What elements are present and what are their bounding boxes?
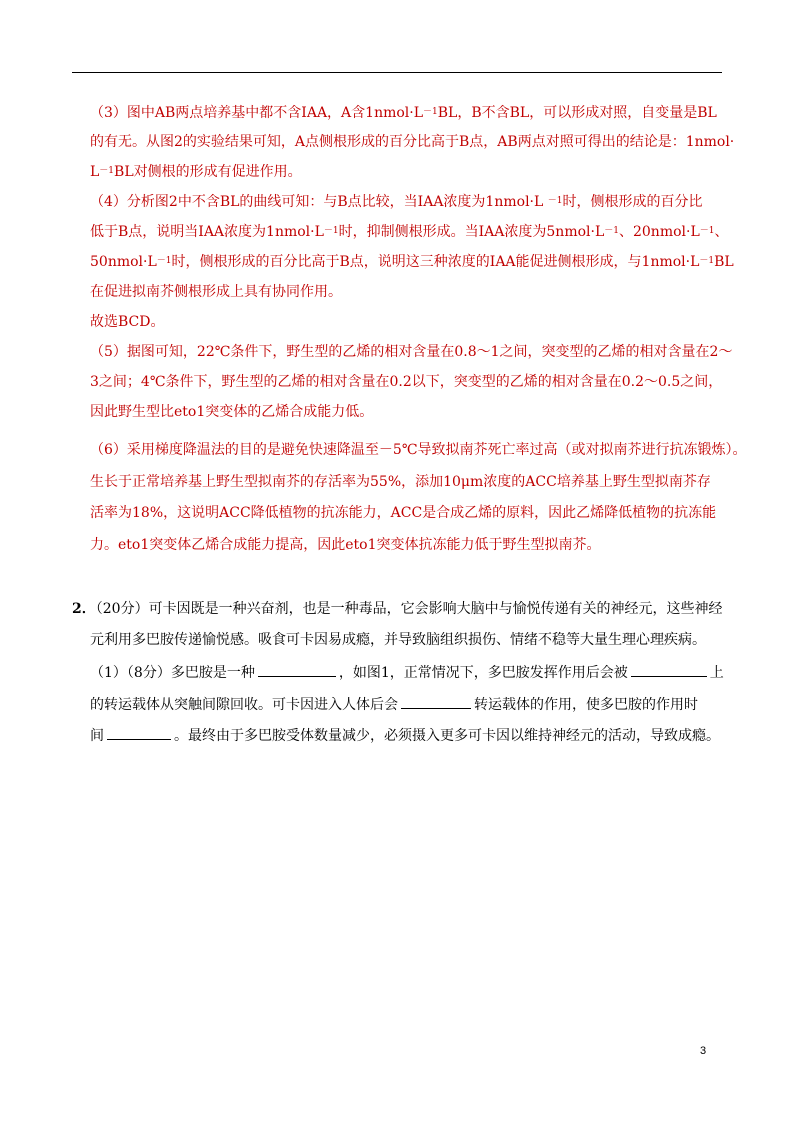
answer-3-line-3: $L^{-1}BL$对侧根的形成有促进作用。 bbox=[90, 164, 302, 180]
answer-4-line-2: 低于B点，说明当IAA浓度为$1nmol\cdot L^{-1}$时，抑制侧根形成。当IAA浓度为$5nmol\cdot L^{-1}$、$20nmol\cdot L^{-1}$、 bbox=[90, 224, 729, 240]
question-2-line-1: 2．（20分）可卡因既是一种兴奋剂，也是一种毒品，它会影响大脑中与愉悦传递有关的神经元，这些神经 bbox=[72, 601, 723, 617]
answer-blank-3[interactable] bbox=[401, 694, 471, 709]
question-2-sub-1-line-1: （1）（8分）多巴胺是一种 ，如图1，正常情况下，多巴胺发挥作用后会被 上 bbox=[90, 662, 722, 683]
answer-6-line-1: （6）采用梯度降温法的目的是避免快速降温至－5℃导致拟南芥死亡率过高（或对拟南芥进行抗冻锻炼）。 bbox=[90, 442, 747, 458]
question-2-line-2: 元利用多巴胺传递愉悦感。吸食可卡因易成瘾，并导致脑组织损伤、情绪不稳等大量生理心理疾病。 bbox=[90, 632, 706, 648]
answer-6-line-3: 活率为18%，这说明ACC降低植物的抗冻能力，ACC是合成乙烯的原料，因此乙烯降低植物的抗冻能 bbox=[90, 505, 717, 521]
question-2-sub-1-line-2: 的转运载体从突触间隙回收。可卡因进入人体后会 转运载体的作用，使多巴胺的作用时 bbox=[90, 694, 722, 715]
answer-5-line-1: （5）据图可知，22℃条件下，野生型的乙烯的相对含量在0.8～1之间，突变型的乙烯的相对含量在2～ bbox=[90, 344, 733, 360]
answer-4-line-1: （4）分析图2中不含BL的曲线可知：与B点比较，当IAA浓度为1nmol·L $^{-1}$时，侧根形成的百分比 bbox=[90, 194, 703, 210]
question-2-sub-1-line-3: 间 。最终由于多巴胺受体数量减少，必须摄入更多可卡因以维持神经元的活动，导致成瘾。 bbox=[90, 725, 722, 746]
answer-4-line-3: $50nmol\cdot L^{-1}$时，侧根形成的百分比高于B点，说明这三种浓度的IAA能促进侧根形成，与$1nmol\cdot L^{-1}BL$ bbox=[90, 254, 734, 270]
header-rule bbox=[72, 72, 722, 73]
answer-blank-4[interactable] bbox=[107, 725, 171, 740]
answer-5-line-3: 因此野生型比eto1突变体的乙烯合成能力低。 bbox=[90, 404, 374, 420]
answer-6-line-4: 力。eto1突变体乙烯合成能力提高，因此eto1突变体抗冻能力低于野生型拟南芥。 bbox=[90, 537, 601, 553]
page-number: 3 bbox=[700, 1045, 707, 1057]
answer-blank-1[interactable] bbox=[258, 662, 336, 677]
answer-choice: 故选BCD。 bbox=[90, 314, 165, 330]
question-number: 2． bbox=[72, 601, 96, 617]
answer-blank-2[interactable] bbox=[631, 662, 707, 677]
answer-5-line-2: 3之间；4℃条件下，野生型的乙烯的相对含量在0.2以下，突变型的乙烯的相对含量在0.2～0.5之间， bbox=[90, 374, 723, 390]
answer-6-line-2: 生长于正常培养基上野生型拟南芥的存活率为55%，添加10μm浓度的ACC培养基上野生型拟南芥存 bbox=[90, 474, 711, 490]
answer-3-line-1: （3）图中AB两点培养基中都不含IAA，A含$1nmol\cdot L^{-1}BL$，B不含BL，可以形成对照，自变量是BL bbox=[90, 105, 717, 121]
answer-3-line-2: 的有无。从图2的实验结果可知，A点侧根形成的百分比高于B点，AB两点对照可得出的结论是：1nmol· bbox=[90, 134, 735, 150]
answer-4-line-4: 在促进拟南芥侧根形成上具有协同作用。 bbox=[90, 284, 342, 300]
